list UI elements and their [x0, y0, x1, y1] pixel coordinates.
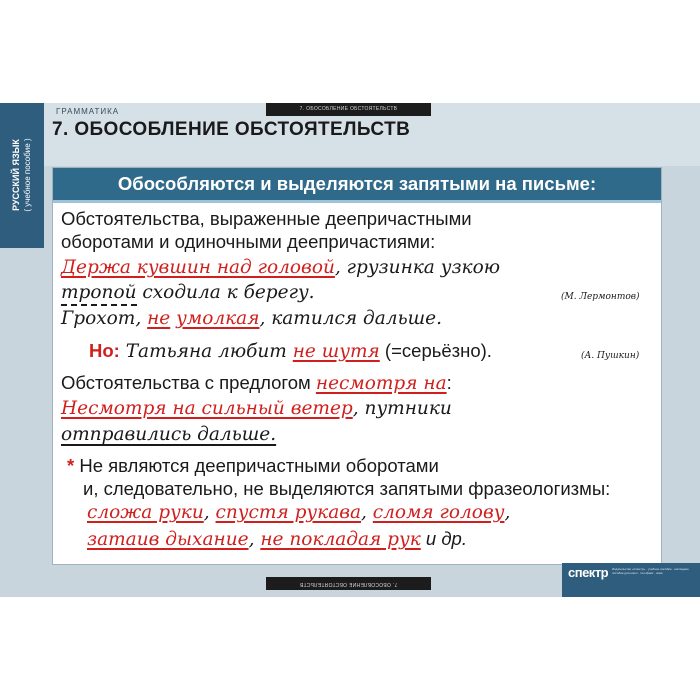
example1-line2 — [61, 282, 315, 303]
side-tab — [0, 103, 44, 248]
example3-line1 — [61, 398, 452, 419]
footnote-line2: и, следовательно, не выделяются запятыми фразеологизмы: — [83, 478, 611, 499]
example1-credit: (М. Лермонтов) — [561, 292, 640, 302]
banner-underline — [53, 200, 661, 203]
example1-line2-a: тропой — [61, 282, 137, 306]
idioms-line2 — [87, 528, 467, 550]
example2-start: Грохот, — [61, 308, 148, 329]
banner: Обособляются и выделяются запятыми на письме: — [53, 168, 661, 200]
but-phrase: не шутя — [292, 341, 380, 362]
top-strip: 7. ОБОСОБЛЕНИЕ ОБСТОЯТЕЛЬСТВ — [266, 103, 431, 116]
publisher-fine-print: Издательство «Спектр» · учебное пособие · наглядное пособие для школ · тел./факс · www — [612, 567, 689, 575]
idioms-line1 — [87, 502, 510, 523]
rule2-text: Обстоятельства с предлогом — [61, 372, 316, 393]
example3-phrase: Несмотря на сильный ветер — [61, 398, 353, 419]
rule2-preposition: несмотря на — [315, 373, 447, 394]
footnote-line1 — [67, 455, 439, 477]
idiom-5: не покладая рук — [260, 529, 421, 550]
idiom-sep-2: , — [361, 502, 373, 523]
bottom-strip: 7. ОБОСОБЛЕНИЕ ОБСТОЯТЕЛЬСТВ — [266, 577, 431, 590]
idioms-trailing: и др. — [420, 528, 467, 549]
idiom-3: сломя голову — [372, 502, 505, 523]
idiom-2: спустя рукава — [215, 502, 362, 523]
kicker: ГРАММАТИКА — [56, 107, 120, 116]
footnote-text1: Не являются деепричастными оборотами — [74, 455, 439, 476]
example3-line2-text: отправились дальше. — [61, 424, 277, 445]
footnote-star: * — [67, 455, 75, 476]
example1-rest1: , грузинка узкою — [334, 257, 501, 278]
example3-rest1: , путники — [352, 398, 452, 419]
publisher-logo: спектр — [568, 565, 609, 580]
rule1-line1: Обстоятельства, выраженные деепричастными — [61, 208, 472, 229]
rule1-line2: оборотами и одиночными деепричастиями: — [61, 231, 436, 252]
but-note-line — [89, 340, 492, 362]
example1-line2-b: сходила к берегу. — [136, 282, 315, 303]
idiom-sep-1: , — [203, 502, 216, 523]
rule2-line — [61, 372, 452, 394]
but-text-b: (=серьёзно). — [379, 340, 492, 361]
idiom-1: сложа руки — [87, 502, 204, 523]
but-label: Но: — [89, 340, 120, 361]
example2-word2: умолкая — [176, 308, 260, 329]
idiom-sep-4: , — [248, 529, 261, 550]
example2-line — [61, 308, 442, 329]
content-panel — [52, 167, 662, 565]
page-title: 7. ОБОСОБЛЕНИЕ ОБСТОЯТЕЛЬСТВ — [52, 119, 411, 140]
example2-word1: не — [147, 308, 171, 329]
rule2-colon: : — [446, 372, 452, 393]
idiom-4: затаив дыхание — [87, 529, 249, 550]
publisher-block — [562, 563, 700, 597]
side-tab-subject: РУССКИЙ ЯЗЫК — [11, 139, 21, 211]
side-tab-text — [11, 105, 33, 245]
idiom-sep-3: , — [504, 502, 511, 523]
example3-line2 — [61, 424, 276, 445]
but-credit: (А. Пушкин) — [581, 351, 640, 361]
example1-phrase: Держа кувшин над головой — [61, 257, 335, 278]
poster — [0, 103, 700, 597]
example2-end: , катился дальше. — [259, 308, 442, 329]
side-tab-subtitle: ( учебное пособие ) — [23, 138, 32, 212]
but-text-a: Татьяна любит — [119, 341, 293, 362]
example1-line1 — [61, 257, 500, 278]
